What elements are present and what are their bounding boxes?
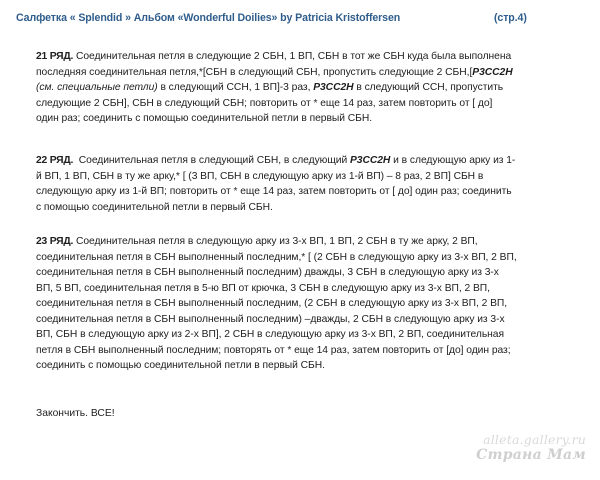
row-23-line-2: соединительная петля в СБН выполненный последним,* [ (2 СБН в следующую арку из 3-х ВП, 2 ВП, [36,251,517,263]
row-23-line-7: ВП, СБН в следующую арку из 2-х ВП], 2 СБН в следующую арку из 3-х ВП, 2 ВП, соединительная [36,329,505,341]
row-21-line-3: (см. специальные петли) в следующий ССН, 1 ВП]-3 раз, Р3СС2Н в следующий ССН, пропустить [36,82,504,94]
row-23-line-5: соединительная петля в СБН выполненный последним, (2 СБН в следующую арку из 3-х ВП, 2 ВП, [36,298,508,310]
row-22-instructions [36,153,580,215]
row-21-line-1: 21 РЯД. Соединительная петля в следующие 2 СБН, 1 ВП, СБН в тот же СБН куда была выполнена [36,51,512,62]
finish-note: Закончить. ВСЕ! [36,408,115,419]
row-23-line-1: 23 РЯД. Соединительная петля в следующую арку из 3-х ВП, 1 ВП, 2 СБН в ту же арку, 2 ВП, [36,236,478,247]
row-21-line-4: следующие 2 СБН], СБН в следующий СБН; повторить от * еще 14 раз, затем повторить от [ до] [36,97,493,109]
row-22-line-1: 22 РЯД. Соединительная петля в следующий СБН, в следующий Р3СС2Н и в следующую арку из 1- [36,155,516,166]
header-title: Салфетка « Splendid » Альбом «Wonderful Doilies» by Patricia Kristoffersen [16,12,401,24]
row-21-instructions [36,49,580,127]
watermark-brand: Страна Мам [476,447,586,463]
row-22-line-2: й ВП, 1 ВП, СБН в ту же арку,* [ (3 ВП, СБН в следующую арку из 1-й ВП) – 8 раз, 2 ВП] СБН в [36,170,484,182]
row-21-line-2: последняя соединительная петля,*[СБН в следующий СБН, пропустить следующие 2 СБН,[Р3СС2Н [36,66,513,78]
row-23-line-6: соединительная петля в СБН выполненный последним) –дважды, 2 СБН в следующую арку из 3-х [36,313,505,325]
watermark-site: alleta.gallery.ru [483,432,586,447]
page-header [16,12,586,24]
row-21-line-5: один раз; соединить с помощью соединительной петли в первый СБН. [36,113,373,125]
row-23-label: 23 РЯД. [36,236,74,247]
row-22-label: 22 РЯД. [36,155,74,166]
row-23-instructions [36,234,580,374]
row-23-line-8: петля в СБН выполненный последним; повторять от * еще 14 раз, затем повторить от [до] один раз; [36,344,511,356]
row-23-line-9: соединить с помощью соединительной петли в первый СБН. [36,360,325,372]
row-21-label: 21 РЯД. [36,51,74,62]
special-stitches-note: (см. специальные петли) [36,82,158,94]
row-23-line-4: ВП, 5 ВП, соединительная петля в 5-ю ВП от крючка, 3 СБН в следующую арку из 3-х ВП, 2 ВП, [36,282,490,294]
row-22-line-4: с помощью соединительной петли в первый СБН. [36,201,273,213]
stitch-term: Р3СС2Н [472,66,513,78]
row-23-line-3: соединительная петля в СБН выполненный последним) дважды, 3 СБН в следующую арку из 3-х [36,267,499,279]
row-22-line-3: следующую арку из 1-й ВП; повторить от * еще 14 раз, затем повторить от [ до] один раз; соединить [36,186,512,198]
stitch-term: Р3СС2Н [349,155,391,166]
page-number: (стр.4) [494,12,527,24]
stitch-term: Р3СС2Н [313,82,354,94]
watermark [476,432,586,463]
